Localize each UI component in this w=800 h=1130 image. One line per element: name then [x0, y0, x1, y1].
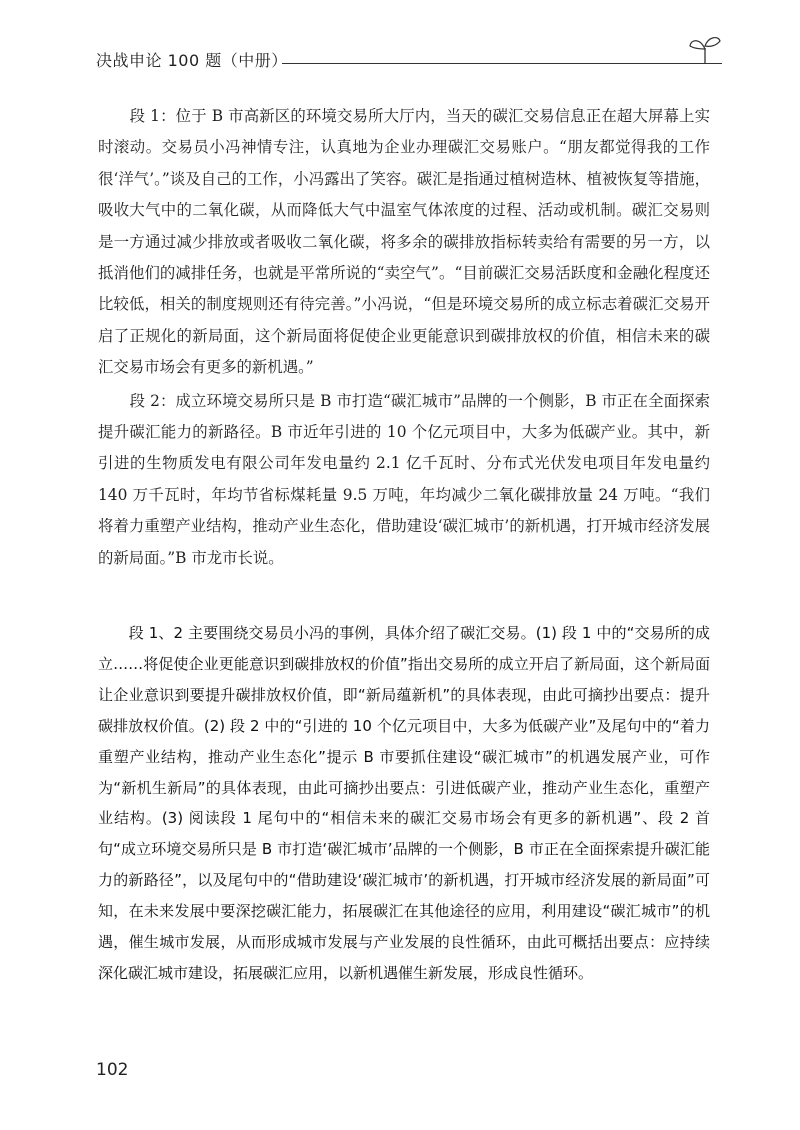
page-number: 102 — [96, 1060, 129, 1080]
answer-analysis — [98, 618, 710, 989]
analysis-paragraph: 段 1、2 主要围绕交易员小冯的事例，具体介绍了碳汇交易。(1) 段 1 中的“交易所的成立……将促使企业更能意识到碳排放权的价值”指出交易所的成立开启了新局面，这个新局面让企业意识到要提升碳排放权价值，即“新局蕴新机”的具体表现，由此可摘抄出要点：提升碳排放权价值。(2) 段 2 中的“引进的 10 个亿元项目中，大多为低碳产业”及尾句中的“着力重塑产业结构，推动产业生态化”提示 B 市要抓住建设“碳汇城市”的机遇发展产业，可作为“新机生新局”的具体表现，由此可摘抄出要点：引进低碳产业，推动产业生态化，重塑产业结构。(3) 阅读段 1 尾句中的“相信未来的碳汇交易市场会有更多的新机遇”、段 2 首句“成立环境交易所只是 B 市打造‘碳汇城市’品牌的一个侧影，B 市正在全面探索提升碳汇能力的新路径”，以及尾句中的“借助建设‘碳汇城市’的新机遇，打开城市经济发展的新局面”可知，在未来发展中要深挖碳汇能力，拓展碳汇在其他途径的应用，利用建设“碳汇城市”的机遇，催生城市发展，从而形成城市发展与产业发展的良性循环，由此可概括出要点：应持续深化碳汇城市建设，拓展碳汇应用，以新机遇催生新发展，形成良性循环。 — [98, 624, 710, 982]
header-rule — [282, 63, 722, 64]
sprout-icon — [688, 34, 722, 64]
book-title: 决战申论 100 题（中册） — [96, 51, 288, 70]
running-header — [96, 40, 726, 80]
source-passage — [98, 101, 710, 576]
passage-paragraph-2: 段 2：成立环境交易所只是 B 市打造“碳汇城市”品牌的一个侧影，B 市正在全面探索提升碳汇能力的新路径。B 市近年引进的 10 个亿元项目中，大多为低碳产业。其中，新引进的生物质发电有限公司年发电量约 2.1 亿千瓦时、分布式光伏发电项目年发电量约 140 万千瓦时，年均节省标煤耗量 9.5 万吨，年均减少二氧化碳排放量 24 万吨。“我们将着力重塑产业结构，推动产业生态化，借助建设‘碳汇城市’的新机遇，打开城市经济发展的新局面。”B 市龙市长说。 — [98, 391, 710, 567]
passage-paragraph-1: 段 1：位于 B 市高新区的环境交易所大厅内，当天的碳汇交易信息正在超大屏幕上实时滚动。交易员小冯神情专注，认真地为企业办理碳汇交易账户。“朋友都觉得我的工作很‘洋气’。”谈及自己的工作，小冯露出了笑容。碳汇是指通过植树造林、植被恢复等措施，吸收大气中的二氧化碳，从而降低大气中温室气体浓度的过程、活动或机制。碳汇交易则是一方通过减少排放或者吸收二氧化碳，将多余的碳排放指标转卖给有需要的另一方，以抵消他们的减排任务，也就是平常所说的“卖空气”。“目前碳汇交易活跃度和金融化程度还比较低，相关的制度规则还有待完善。”小冯说，“但是环境交易所的成立标志着碳汇交易开启了正规化的新局面，这个新局面将促使企业更能意识到碳排放权的价值，相信未来的碳汇交易市场会有更多的新机遇。” — [98, 107, 710, 377]
